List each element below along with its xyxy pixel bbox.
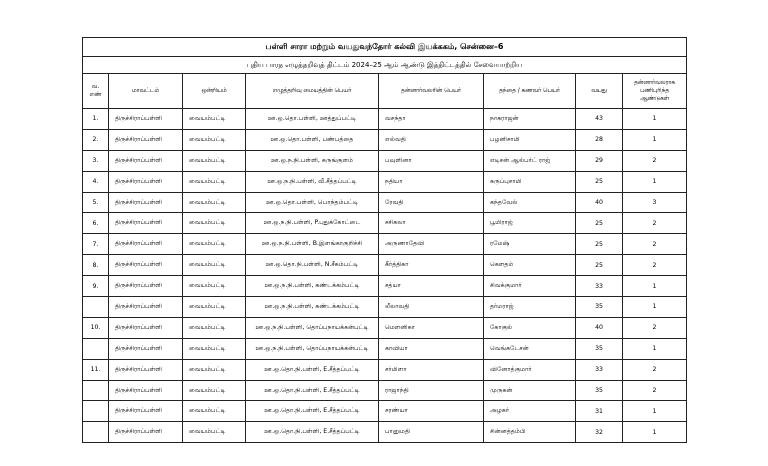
cell-district: திருச்சிராப்பள்ளி [109,380,183,401]
cell-sno: 10. [83,317,109,338]
cell-parent: எடிசன் ஆல்பர்ட் ராஜ் [484,150,576,171]
cell-centre: ஊ.ஒ.தொ.நி.பள்ளி, E.சீத்தப்பட்டி [246,380,379,401]
cell-years: 3 [623,192,687,213]
cell-years: 2 [623,255,687,276]
header-district: மாவட்டம் [109,74,183,109]
table-row [83,297,687,318]
table-row [83,109,687,130]
cell-sno [83,380,109,401]
table-row [83,276,687,297]
cell-volunteer: ரேவதி [379,192,484,213]
cell-volunteer: சசிகலா [379,213,484,234]
cell-sno: 8. [83,255,109,276]
cell-parent: அழகர் [484,401,576,422]
cell-volunteer: எல்வதி [379,129,484,150]
cell-age: 25 [576,213,623,234]
table-row [83,171,687,192]
cell-district: திருச்சிராப்பள்ளி [109,276,183,297]
cell-centre: ஊ.ஒ.ந.நி.பள்ளி, கருங்குளம் [246,150,379,171]
cell-centre: ஊ.ஒ.ந.நி.பள்ளி, கண்டக்கம்பட்டி [246,276,379,297]
cell-parent: சின்னத்தம்பி [484,422,576,443]
cell-centre: ஊ.ஒ.ந.நி.பள்ளி, தொப்பநாயக்கன்பட்டி [246,338,379,359]
cell-parent: கந்தவேல் [484,192,576,213]
cell-centre: ஊ.ஒ.தொ.நி.பள்ளி, E.சீத்தப்பட்டி [246,422,379,443]
cell-age: 33 [576,359,623,380]
cell-sno: 2. [83,129,109,150]
cell-years: 2 [623,359,687,380]
cell-volunteer: சரண்யா [379,401,484,422]
cell-block: வையம்பட்டி [183,297,246,318]
cell-years: 2 [623,234,687,255]
cell-years: 1 [623,276,687,297]
cell-sno: 1. [83,109,109,130]
cell-block: வையம்பட்டி [183,192,246,213]
cell-age: 40 [576,192,623,213]
cell-district: திருச்சிராப்பள்ளி [109,234,183,255]
document-subtitle: புதிய பாரத எழுத்தறிவுத் திட்டம் 2024–25 ஆம் ஆண்டு இத்திட்டத்தில் சேவையாற்றிய [83,57,687,74]
table-row [83,129,687,150]
cell-volunteer: ராஜாந்தி [379,380,484,401]
table-row [83,213,687,234]
cell-parent: பூமிராஜ் [484,213,576,234]
cell-sno [83,338,109,359]
table-row [83,359,687,380]
cell-sno: 4. [83,171,109,192]
cell-sno [83,401,109,422]
table-row [83,338,687,359]
cell-volunteer: நதியா [379,171,484,192]
cell-years: 2 [623,213,687,234]
table-row [83,380,687,401]
table-row [83,234,687,255]
cell-volunteer: வசந்தா [379,109,484,130]
cell-centre: ஊ.ஒ.தொ.பள்ளி, ஊத்துப்பட்டி [246,109,379,130]
cell-years: 1 [623,297,687,318]
cell-years: 1 [623,338,687,359]
cell-age: 25 [576,234,623,255]
table-row [83,422,687,443]
cell-age: 35 [576,297,623,318]
header-sno: வ. எண் [83,74,109,109]
document-sheet [82,37,686,443]
cell-block: வையம்பட்டி [183,276,246,297]
cell-district: திருச்சிராப்பள்ளி [109,401,183,422]
table-row [83,317,687,338]
header-parent: தந்தை / கணவர் பெயர் [484,74,576,109]
cell-parent: பழனிசாமி [484,129,576,150]
cell-district: திருச்சிராப்பள்ளி [109,171,183,192]
cell-district: திருச்சிராப்பள்ளி [109,338,183,359]
cell-centre: ஊ.ஒ.ந.நி.பள்ளி, தொப்பநாயக்கன்பட்டி [246,317,379,338]
cell-district: திருச்சிராப்பள்ளி [109,192,183,213]
table-row [83,150,687,171]
cell-years: 1 [623,171,687,192]
cell-volunteer: பானுமதி [379,422,484,443]
cell-sno: 11. [83,359,109,380]
cell-district: திருச்சிராப்பள்ளி [109,359,183,380]
cell-volunteer: சர்மிளா [379,359,484,380]
cell-centre: ஊ.ஒ.தொ.பள்ளி, பொந்தம்பட்டி [246,192,379,213]
cell-parent: கௌதம் [484,255,576,276]
cell-sno [83,422,109,443]
cell-sno [83,297,109,318]
cell-district: திருச்சிராப்பள்ளி [109,129,183,150]
cell-parent: ரமேஷ் [484,234,576,255]
cell-centre: ஊ.ஒ.ந.நி.பள்ளி, B.இளங்காகுறிச்சி [246,234,379,255]
header-volunteer: தன்னார்வலரின் பெயர் [379,74,484,109]
cell-age: 25 [576,171,623,192]
subtitle-row [83,57,687,74]
cell-district: திருச்சிராப்பள்ளி [109,213,183,234]
header-block: ஒன்றியம் [183,74,246,109]
cell-parent: கருப்புசாமி [484,171,576,192]
cell-block: வையம்பட்டி [183,422,246,443]
cell-centre: ஊ.ஒ.தொ.பள்ளி, பண்பத்தை [246,129,379,150]
cell-age: 35 [576,338,623,359]
cell-volunteer: கீர்த்திகா [379,255,484,276]
cell-district: திருச்சிராப்பள்ளி [109,255,183,276]
cell-block: வையம்பட்டி [183,234,246,255]
cell-sno: 5. [83,192,109,213]
cell-sno: 7. [83,234,109,255]
cell-centre: ஊ.ஒ.தொ.நி.பள்ளி, E.சீத்தப்பட்டி [246,359,379,380]
cell-parent: நாகராஜன் [484,109,576,130]
cell-volunteer: அருணாதேவி [379,234,484,255]
header-age: வயது [576,74,623,109]
cell-district: திருச்சிராப்பள்ளி [109,150,183,171]
cell-age: 31 [576,401,623,422]
cell-sno: 6. [83,213,109,234]
cell-centre: ஊ.ஒ.ந.நி.பள்ளி, கண்டக்கம்பட்டி [246,297,379,318]
cell-parent: முருகன் [484,380,576,401]
cell-block: வையம்பட்டி [183,129,246,150]
header-centre: எழுத்தறிவு மையத்தின் பெயர் [246,74,379,109]
cell-block: வையம்பட்டி [183,401,246,422]
document-title: பள்ளி சாரா மற்றும் வயதுவந்தோர் கல்வி இயக்ககம், சென்னை–6 [83,38,687,57]
cell-block: வையம்பட்டி [183,213,246,234]
cell-district: திருச்சிராப்பள்ளி [109,297,183,318]
cell-sno: 3. [83,150,109,171]
cell-volunteer: காவியா [379,338,484,359]
cell-district: திருச்சிராப்பள்ளி [109,109,183,130]
cell-block: வையம்பட்டி [183,380,246,401]
cell-parent: வெங்கடேசன் [484,338,576,359]
table-body [83,38,687,443]
cell-parent: கோகுல் [484,317,576,338]
cell-age: 25 [576,255,623,276]
cell-volunteer: மௌனிகா [379,317,484,338]
cell-parent: வினோத்குமார் [484,359,576,380]
table-row [83,401,687,422]
cell-age: 29 [576,150,623,171]
cell-volunteer: லீலாவதி [379,297,484,318]
cell-age: 43 [576,109,623,130]
cell-centre: ஊ.ஒ.தொ.நி.பள்ளி, E.சீத்தப்பட்டி [246,401,379,422]
cell-sno: 9. [83,276,109,297]
cell-centre: ஊ.ஒ.ந.நி.பள்ளி, P.புதுக்கோட்டை [246,213,379,234]
volunteer-table [82,37,687,443]
cell-block: வையம்பட்டி [183,171,246,192]
cell-age: 35 [576,380,623,401]
cell-parent: சிவக்குமார் [484,276,576,297]
cell-block: வையம்பட்டி [183,359,246,380]
cell-volunteer: பவுளினா [379,150,484,171]
cell-district: திருச்சிராப்பள்ளி [109,317,183,338]
cell-years: 1 [623,401,687,422]
cell-block: வையம்பட்டி [183,255,246,276]
cell-block: வையம்பட்டி [183,317,246,338]
cell-block: வையம்பட்டி [183,150,246,171]
cell-years: 1 [623,129,687,150]
cell-age: 28 [576,129,623,150]
cell-district: திருச்சிராப்பள்ளி [109,422,183,443]
cell-years: 2 [623,317,687,338]
title-row [83,38,687,57]
cell-block: வையம்பட்டி [183,109,246,130]
cell-centre: ஊ.ஒ.ந.நி.பள்ளி, வீ.சீத்தப்பட்டி [246,171,379,192]
header-years: தன்னார்வலராக பணிபுரிந்த ஆண்டுகள் [623,74,687,109]
cell-years: 2 [623,150,687,171]
cell-age: 32 [576,422,623,443]
cell-block: வையம்பட்டி [183,338,246,359]
cell-age: 40 [576,317,623,338]
cell-years: 1 [623,109,687,130]
cell-years: 1 [623,422,687,443]
header-row [83,74,687,109]
cell-centre: ஊ.ஒ.தொ.நி.பள்ளி, N.சீகம்பட்டி [246,255,379,276]
cell-parent: தர்மராஜ் [484,297,576,318]
cell-years: 2 [623,380,687,401]
cell-age: 33 [576,276,623,297]
table-row [83,192,687,213]
cell-volunteer: சத்யா [379,276,484,297]
table-row [83,255,687,276]
